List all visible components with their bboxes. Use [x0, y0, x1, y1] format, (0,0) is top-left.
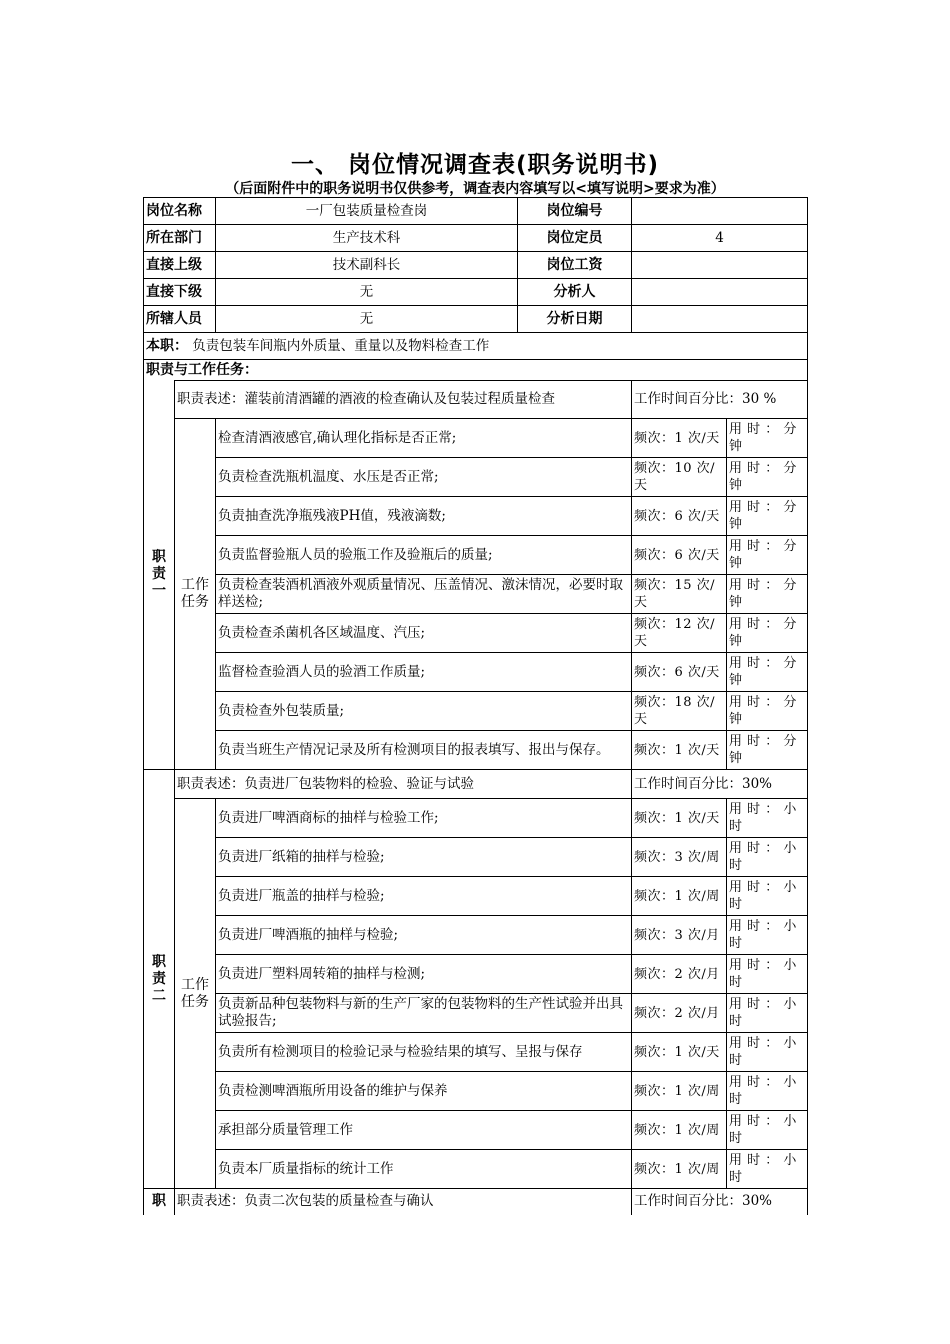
field-label: 直接下级	[144, 279, 216, 306]
task-text: 负责进厂瓶盖的抽样与检验;	[216, 877, 632, 916]
field-value	[632, 198, 808, 225]
task-text: 负责检查杀菌机各区域温度、汽压;	[216, 614, 632, 653]
task-text: 负责检测啤酒瓶所用设备的维护与保养	[216, 1072, 632, 1111]
task-frequency: 频次：6 次/天	[632, 536, 727, 575]
duty-name: 职 责 二	[144, 770, 175, 1189]
task-row	[144, 614, 808, 653]
task-frequency: 频次：6 次/天	[632, 497, 727, 536]
duty-time-percent: 工作时间百分比：30%	[632, 770, 808, 799]
task-time: 用 时 ： 分钟	[727, 458, 808, 497]
task-text: 负责进厂啤酒瓶的抽样与检验;	[216, 916, 632, 955]
duties-header-row	[144, 360, 808, 381]
duty-description-row	[144, 381, 808, 419]
task-row	[144, 1150, 808, 1189]
task-frequency: 频次：1 次/天	[632, 1033, 727, 1072]
duties-header: 职责与工作任务：	[144, 360, 808, 381]
task-row	[144, 536, 808, 575]
page-title: 一、 岗位情况调查表(职务说明书)	[290, 152, 660, 178]
task-label: 工作 任务	[175, 799, 216, 1189]
task-time: 用 时 ： 分钟	[727, 692, 808, 731]
task-time: 用 时 ： 分钟	[727, 614, 808, 653]
field-label: 分析人	[518, 279, 632, 306]
task-frequency: 频次：3 次/周	[632, 838, 727, 877]
duty-name: 职 责 一	[144, 381, 175, 770]
benzhi-label: 本职：	[146, 337, 188, 354]
task-row	[144, 497, 808, 536]
field-label: 分析日期	[518, 306, 632, 333]
task-time: 用 时 ： 小时	[727, 1033, 808, 1072]
task-text: 负责监督验瓶人员的验瓶工作及验瓶后的质量;	[216, 536, 632, 575]
task-text: 负责进厂啤酒商标的抽样与检验工作;	[216, 799, 632, 838]
benzhi-cell	[144, 333, 808, 360]
field-label: 直接上级	[144, 252, 216, 279]
info-row	[144, 252, 808, 279]
field-label: 岗位定员	[518, 225, 632, 252]
task-row	[144, 692, 808, 731]
task-frequency: 频次：1 次/天	[632, 419, 727, 458]
duty-description: 职责表述：灌装前清酒罐的酒液的检查确认及包装过程质量检查	[175, 381, 632, 419]
task-text: 负责检查装酒机酒液外观质量情况、压盖情况、激沫情况，必要时取样送检;	[216, 575, 632, 614]
field-label: 岗位名称	[144, 198, 216, 225]
page-subtitle: （后面附件中的职务说明书仅供参考，调查表内容填写以<填写说明>要求为准）	[225, 181, 725, 197]
task-text: 监督检查验酒人员的验酒工作质量;	[216, 653, 632, 692]
task-time: 用 时 ： 分钟	[727, 653, 808, 692]
task-text: 负责进厂塑料周转箱的抽样与检测;	[216, 955, 632, 994]
task-text: 负责进厂纸箱的抽样与检验;	[216, 838, 632, 877]
task-time: 用 时 ： 分钟	[727, 497, 808, 536]
task-time: 用 时 ： 小时	[727, 955, 808, 994]
task-label: 工作 任务	[175, 419, 216, 770]
task-row	[144, 419, 808, 458]
field-value: 生产技术科	[216, 225, 518, 252]
task-text: 负责新品种包装物料与新的生产厂家的包装物料的生产性试验并出具试验报告;	[216, 994, 632, 1033]
task-row	[144, 916, 808, 955]
field-value	[632, 279, 808, 306]
task-time: 用 时 ： 分钟	[727, 731, 808, 770]
info-row	[144, 306, 808, 333]
field-value: 4	[632, 225, 808, 252]
task-frequency: 频次：1 次/周	[632, 1072, 727, 1111]
task-text: 负责本厂质量指标的统计工作	[216, 1150, 632, 1189]
duty-description-row	[144, 770, 808, 799]
duty-name: 职	[144, 1189, 175, 1215]
info-row	[144, 198, 808, 225]
job-survey-table	[143, 197, 808, 1215]
task-text: 负责抽查洗净瓶残液PH值，残液滴数;	[216, 497, 632, 536]
task-row	[144, 1111, 808, 1150]
task-time: 用 时 ： 小时	[727, 994, 808, 1033]
task-row	[144, 458, 808, 497]
benzhi-row	[144, 333, 808, 360]
task-row	[144, 1033, 808, 1072]
info-row	[144, 279, 808, 306]
task-row	[144, 575, 808, 614]
task-time: 用 时 ： 分钟	[727, 575, 808, 614]
task-row	[144, 731, 808, 770]
field-label: 所辖人员	[144, 306, 216, 333]
task-row	[144, 877, 808, 916]
field-value: 无	[216, 306, 518, 333]
task-text: 检查清酒液感官,确认理化指标是否正常;	[216, 419, 632, 458]
field-value: 技术副科长	[216, 252, 518, 279]
task-frequency: 频次：1 次/周	[632, 1111, 727, 1150]
task-frequency: 频次：6 次/天	[632, 653, 727, 692]
task-frequency: 频次：1 次/天	[632, 799, 727, 838]
task-row	[144, 994, 808, 1033]
task-time: 用 时 ： 分钟	[727, 419, 808, 458]
task-frequency: 频次：10 次/天	[632, 458, 727, 497]
task-text: 负责检查洗瓶机温度、水压是否正常;	[216, 458, 632, 497]
task-text: 承担部分质量管理工作	[216, 1111, 632, 1150]
field-label: 岗位编号	[518, 198, 632, 225]
field-value: 一厂包装质量检查岗	[216, 198, 518, 225]
task-frequency: 频次：2 次/月	[632, 994, 727, 1033]
task-frequency: 频次：2 次/月	[632, 955, 727, 994]
task-frequency: 频次：15 次/天	[632, 575, 727, 614]
task-time: 用 时 ： 小时	[727, 1072, 808, 1111]
task-row	[144, 1072, 808, 1111]
field-value	[632, 252, 808, 279]
field-label: 所在部门	[144, 225, 216, 252]
task-frequency: 频次：1 次/周	[632, 877, 727, 916]
task-time: 用 时 ： 小时	[727, 838, 808, 877]
duty-description: 职责表述：负责进厂包装物料的检验、验证与试验	[175, 770, 632, 799]
task-row	[144, 799, 808, 838]
task-row	[144, 838, 808, 877]
benzhi-text: 负责包装车间瓶内外质量、重量以及物料检查工作	[192, 337, 490, 354]
duty-description: 职责表述：负责二次包装的质量检查与确认	[175, 1189, 632, 1215]
task-row	[144, 653, 808, 692]
task-text: 负责检查外包装质量;	[216, 692, 632, 731]
task-time: 用 时 ： 小时	[727, 799, 808, 838]
task-time: 用 时 ： 小时	[727, 916, 808, 955]
field-label: 岗位工资	[518, 252, 632, 279]
task-frequency: 频次：18 次/天	[632, 692, 727, 731]
task-frequency: 频次：3 次/月	[632, 916, 727, 955]
task-text: 负责所有检测项目的检验记录与检验结果的填写、呈报与保存	[216, 1033, 632, 1072]
task-frequency: 频次：12 次/天	[632, 614, 727, 653]
duty-time-percent: 工作时间百分比：30%	[632, 1189, 808, 1215]
task-time: 用 时 ： 小时	[727, 877, 808, 916]
task-row	[144, 955, 808, 994]
task-time: 用 时 ： 分钟	[727, 536, 808, 575]
duty-time-percent: 工作时间百分比：30 %	[632, 381, 808, 419]
task-frequency: 频次：1 次/周	[632, 1150, 727, 1189]
task-text: 负责当班生产情况记录及所有检测项目的报表填写、报出与保存。	[216, 731, 632, 770]
field-value: 无	[216, 279, 518, 306]
task-time: 用 时 ： 小时	[727, 1111, 808, 1150]
task-time: 用 时 ： 小时	[727, 1150, 808, 1189]
duty-description-row	[144, 1189, 808, 1215]
field-value	[632, 306, 808, 333]
task-frequency: 频次：1 次/天	[632, 731, 727, 770]
info-row	[144, 225, 808, 252]
